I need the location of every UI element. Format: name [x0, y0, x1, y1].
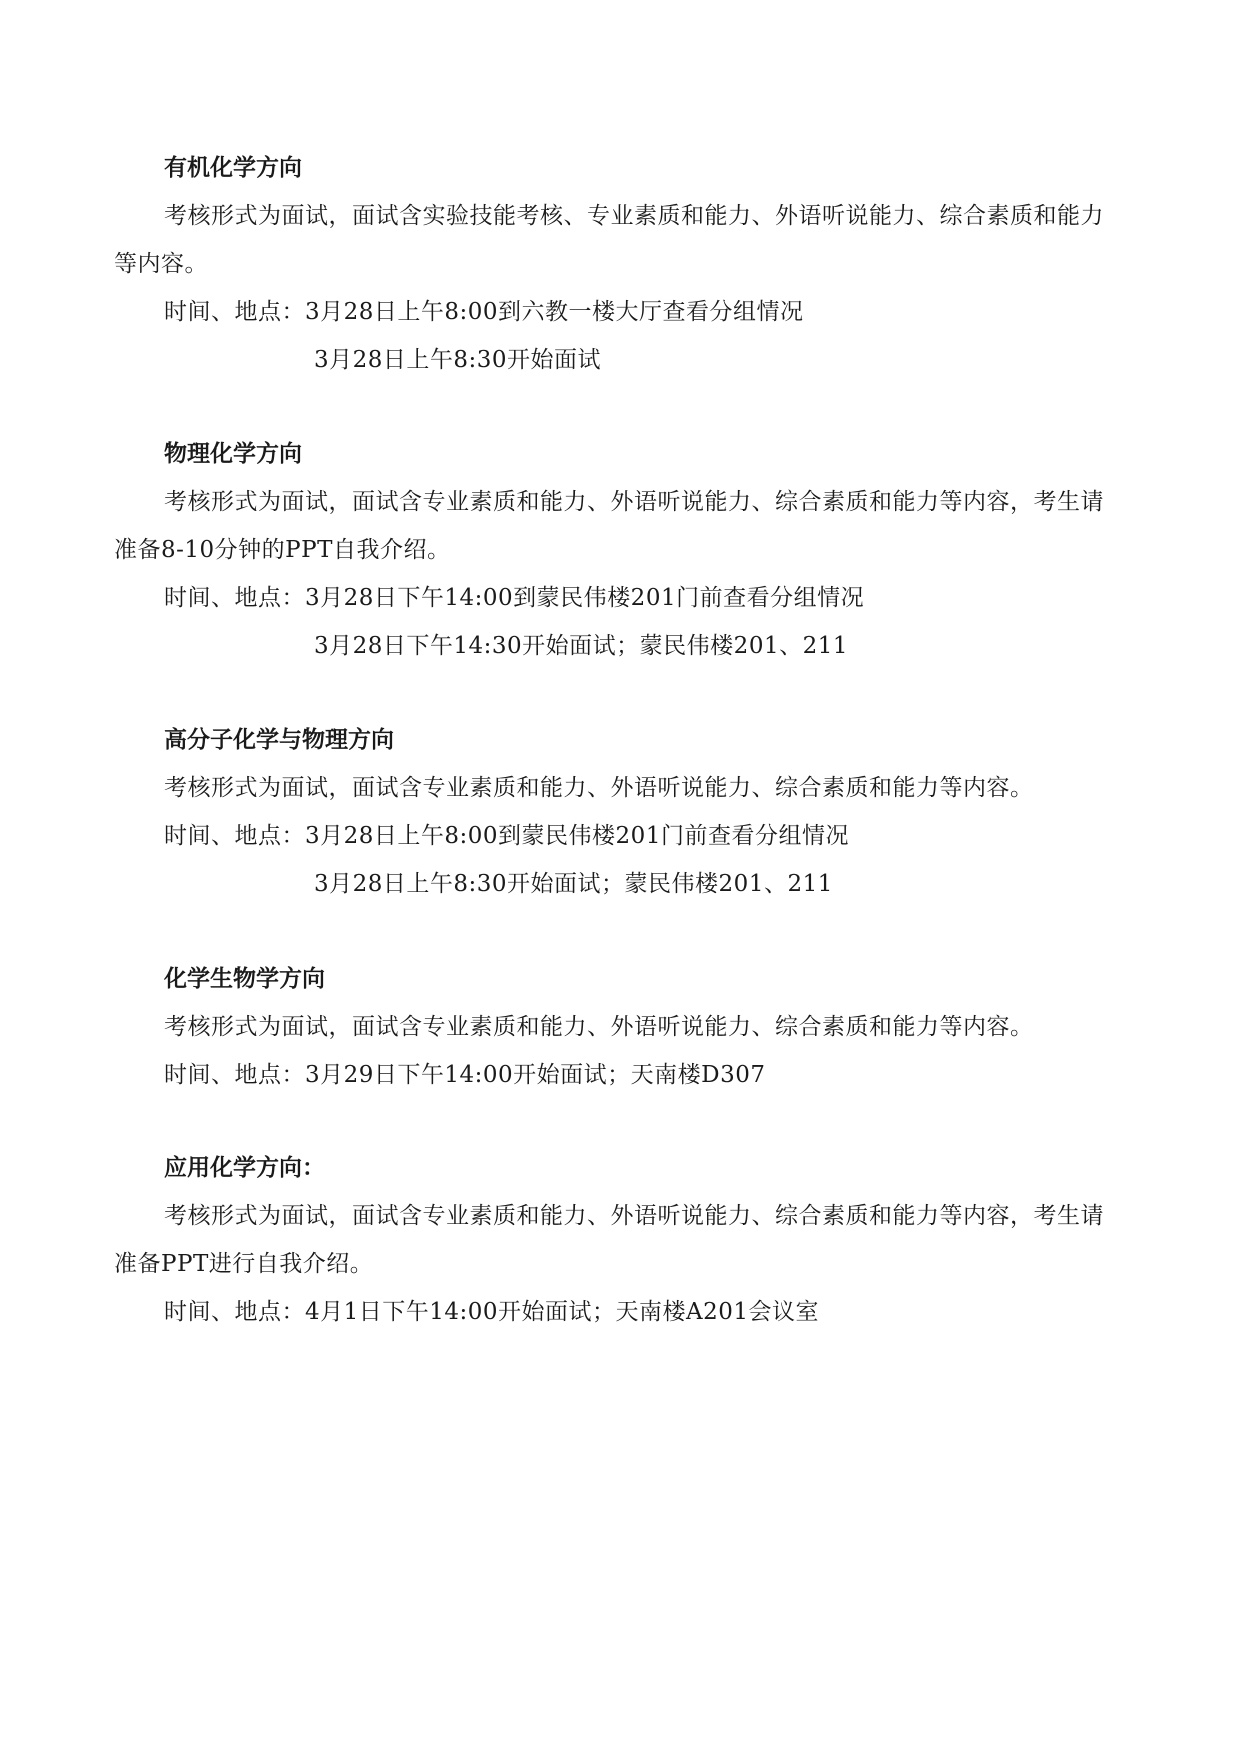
- section-physical-chemistry: [114, 430, 1124, 670]
- assessment-description: 考核形式为面试，面试含专业素质和能力、外语听说能力、综合素质和能力等内容。: [164, 1014, 1034, 1040]
- schedule-line: 3月28日上午8:30开始面试；蒙民伟楼201、211: [314, 871, 833, 897]
- schedule-line: 时间、地点：3月28日下午14:00到蒙民伟楼201门前查看分组情况: [164, 585, 865, 611]
- schedule-line: 时间、地点：3月28日上午8:00到蒙民伟楼201门前查看分组情况: [164, 823, 849, 849]
- section-heading: 有机化学方向: [164, 155, 302, 181]
- schedule-line: 时间、地点：3月28日上午8:00到六教一楼大厅查看分组情况: [164, 299, 804, 325]
- schedule-line: 时间、地点：4月1日下午14:00开始面试；天南楼A201会议室: [164, 1299, 820, 1325]
- assessment-description: 考核形式为面试，面试含专业素质和能力、外语听说能力、综合素质和能力等内容，考生请准备8-10分钟的PPT自我介绍。: [114, 489, 1104, 563]
- section-heading: 应用化学方向：: [164, 1155, 325, 1181]
- schedule-line: 3月28日下午14:30开始面试；蒙民伟楼201、211: [314, 633, 848, 659]
- section-organic-chemistry: [114, 144, 1124, 384]
- assessment-description: 考核形式为面试，面试含专业素质和能力、外语听说能力、综合素质和能力等内容，考生请准备PPT进行自我介绍。: [114, 1203, 1104, 1277]
- assessment-description: 考核形式为面试，面试含实验技能考核、专业素质和能力、外语听说能力、综合素质和能力等内容。: [114, 203, 1104, 277]
- section-heading: 高分子化学与物理方向: [164, 727, 394, 753]
- schedule-line: 时间、地点：3月29日下午14:00开始面试；天南楼D307: [164, 1062, 766, 1088]
- section-chemical-biology: [114, 955, 1124, 1099]
- section-applied-chemistry: [114, 1144, 1124, 1336]
- section-heading: 化学生物学方向: [164, 966, 325, 992]
- section-heading: 物理化学方向: [164, 441, 302, 467]
- section-polymer-chemistry-physics: [114, 716, 1124, 908]
- schedule-line: 3月28日上午8:30开始面试: [314, 347, 602, 373]
- assessment-description: 考核形式为面试，面试含专业素质和能力、外语听说能力、综合素质和能力等内容。: [164, 775, 1034, 801]
